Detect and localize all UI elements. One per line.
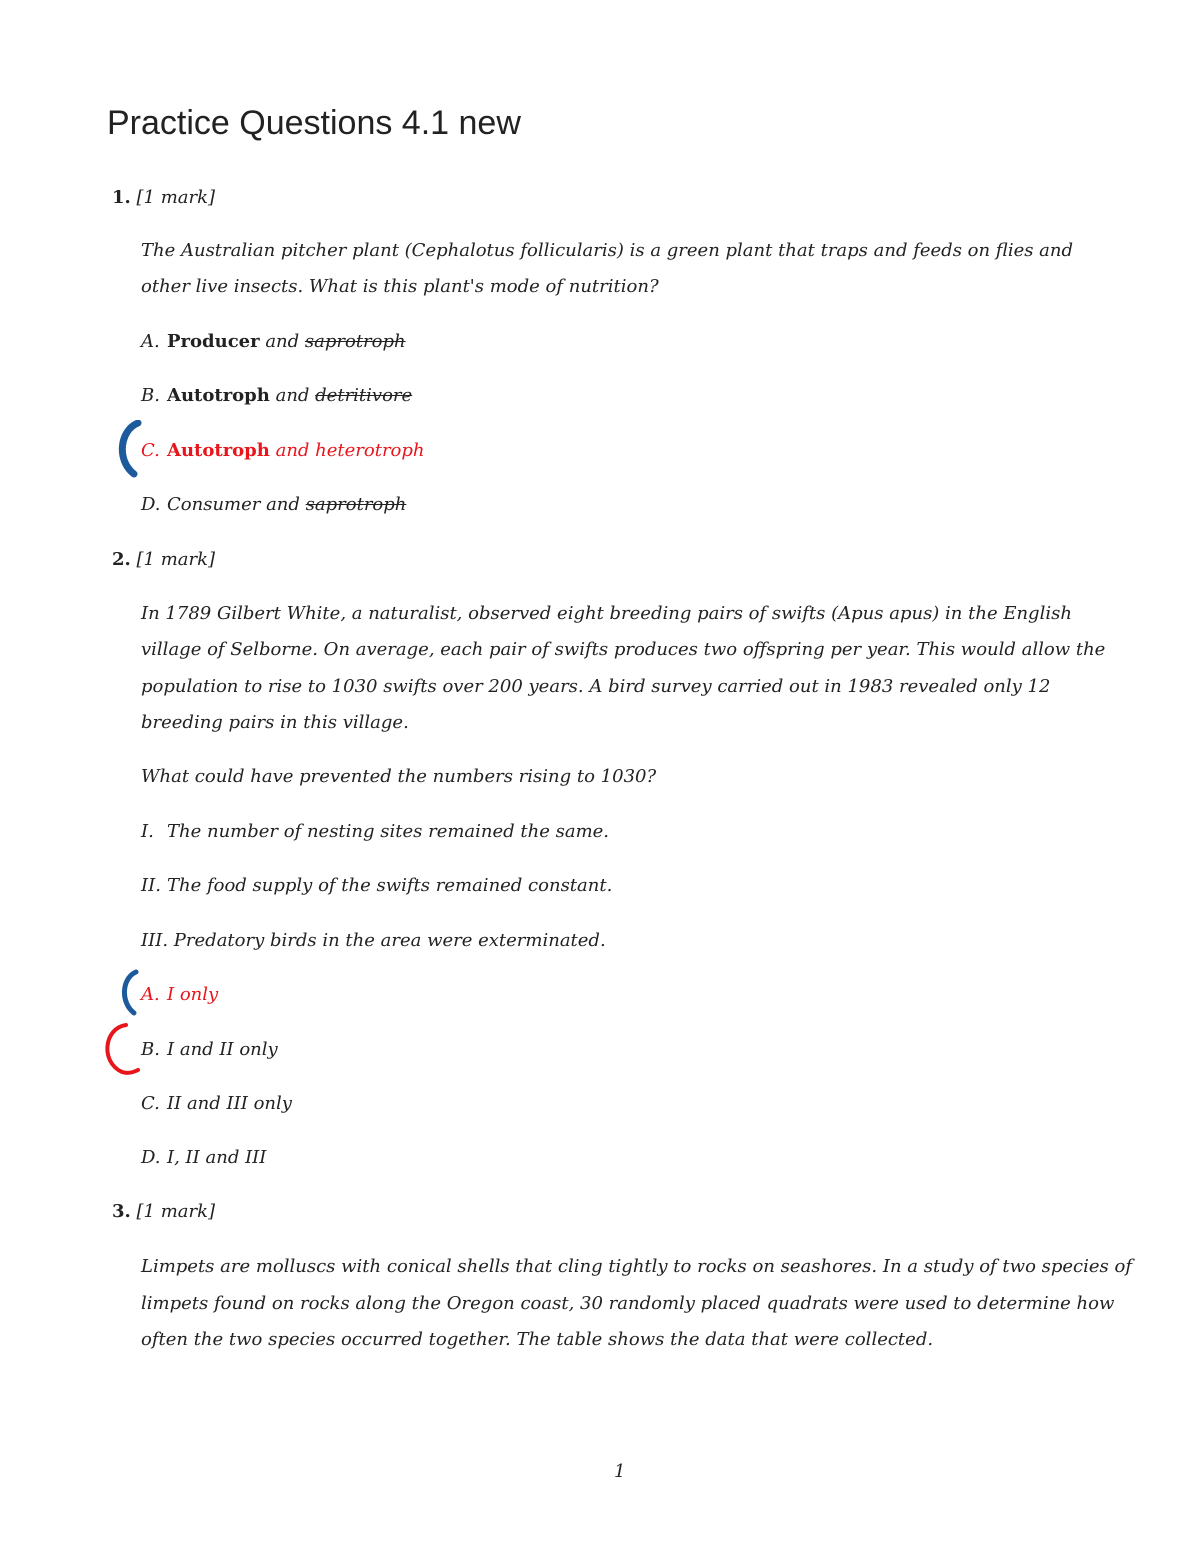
q2-option-d: [141, 1146, 266, 1170]
option-struck-term: saprotroph: [304, 331, 406, 352]
option-letter: B.: [141, 385, 160, 406]
statement-numeral: III.: [141, 930, 169, 951]
option-bold-term: Producer: [167, 331, 260, 352]
option-bold-term: Autotroph: [167, 440, 270, 461]
option-text: I and II only: [167, 1039, 278, 1060]
option-text: I, II and III: [167, 1147, 267, 1168]
q2-statement-3: [141, 929, 606, 953]
option-text: II and III only: [167, 1093, 292, 1114]
question-number: 3.: [112, 1201, 131, 1222]
question-number: 1.: [112, 187, 131, 208]
statement-numeral: II.: [141, 875, 161, 896]
question-1-text-line: other live insects. What is this plant's mode of nutrition?: [141, 276, 659, 297]
option-letter: C.: [141, 440, 160, 461]
question-2-text-line: village of Selborne. On average, each pair of swifts produces two offspring per year. This would allow the: [141, 639, 1106, 660]
q1-option-d: [141, 493, 406, 517]
statement-text: The number of nesting sites remained the same.: [167, 821, 610, 842]
question-2-text-line: population to rise to 1030 swifts over 200 years. A bird survey carried out in 1983 revealed only 12: [141, 676, 1051, 697]
option-letter: D.: [141, 494, 161, 515]
question-3-text-line: often the two species occurred together. The table shows the data that were collected.: [141, 1329, 934, 1350]
option-middle-text: and: [259, 331, 305, 352]
statement-numeral: I.: [141, 821, 154, 842]
option-letter: D.: [141, 1147, 161, 1168]
option-middle-text: Consumer and: [167, 494, 306, 515]
red-answer-mark: [98, 1020, 144, 1078]
statement-text: The food supply of the swifts remained constant.: [167, 875, 613, 896]
question-1-header: [112, 186, 215, 210]
question-1-text-line: The Australian pitcher plant (Cephalotus follicularis) is a green plant that traps and feeds on flies and: [141, 240, 1074, 261]
page-number: 1: [614, 1461, 626, 1482]
option-letter: C.: [141, 1093, 160, 1114]
question-number: 2.: [112, 549, 131, 570]
blue-answer-mark: [112, 420, 146, 478]
question-2-text-line: breeding pairs in this village.: [141, 712, 409, 733]
option-struck-term: saprotroph: [305, 494, 407, 515]
q2-option-c: [141, 1092, 292, 1116]
q2-option-b: [141, 1038, 278, 1062]
statement-text: Predatory birds in the area were exterminated.: [173, 930, 606, 951]
option-letter: A.: [141, 331, 160, 352]
question-3-text-line: Limpets are molluscs with conical shells that cling tightly to rocks on seashores. In a study of two species of: [141, 1256, 1132, 1277]
page-title: Practice Questions 4.1 new: [107, 104, 521, 142]
q2-option-a: [141, 983, 218, 1007]
q2-statement-2: [141, 874, 612, 898]
question-marks: [1 mark]: [136, 187, 216, 208]
question-marks: [1 mark]: [136, 1201, 216, 1222]
option-letter: A.: [141, 984, 160, 1005]
question-2-text-line: In 1789 Gilbert White, a naturalist, observed eight breeding pairs of swifts (Apus apus) in the English: [141, 603, 1072, 624]
q2-statement-1: [141, 820, 609, 844]
option-struck-term: detritivore: [315, 385, 413, 406]
q1-option-a: [141, 330, 406, 354]
option-middle-text: and heterotroph: [269, 440, 425, 461]
question-3-header: [112, 1200, 215, 1224]
blue-answer-mark: [114, 968, 144, 1018]
option-bold-term: Autotroph: [167, 385, 270, 406]
question-2-header: [112, 548, 215, 572]
question-2-prompt: What could have prevented the numbers rising to 1030?: [141, 766, 657, 787]
option-middle-text: and: [269, 385, 316, 406]
q1-option-c: [141, 439, 425, 463]
q1-option-b: [141, 384, 412, 408]
option-text: I only: [167, 984, 219, 1005]
option-letter: B.: [141, 1039, 160, 1060]
question-3-text-line: limpets found on rocks along the Oregon coast, 30 randomly placed quadrats were used to determine how: [141, 1293, 1115, 1314]
question-marks: [1 mark]: [136, 549, 216, 570]
